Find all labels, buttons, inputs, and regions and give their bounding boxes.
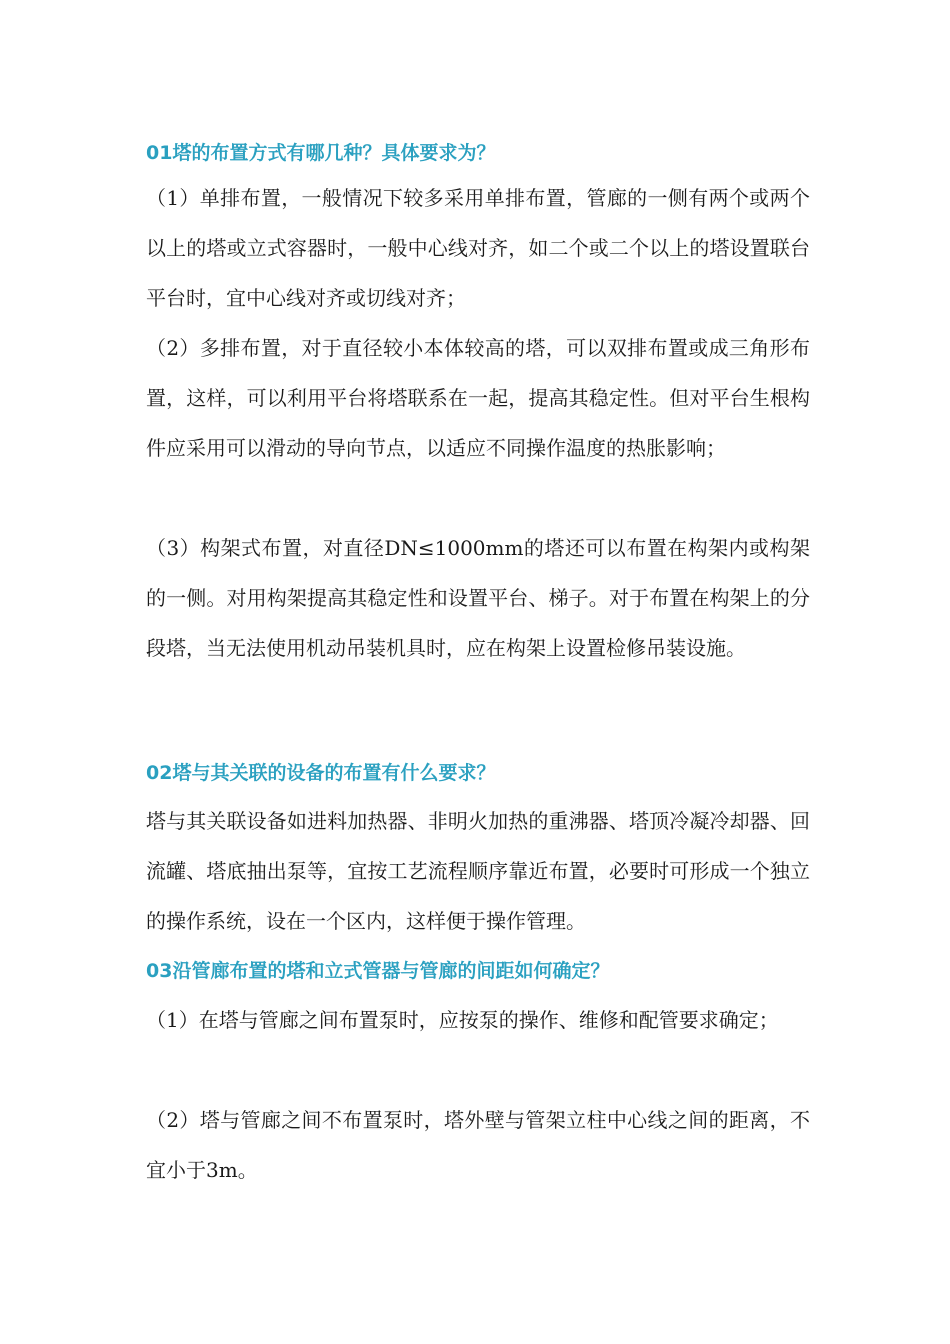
section-01-paragraph-3: （3）构架式布置，对直径DN≤1000mm的塔还可以布置在构架内或构架的一侧。对用构架提高其稳定性和设置平台、梯子。对于布置在构架上的分段塔，当无法使用机动吊装机具时，应在构架上设置检修吊装设施。 (146, 536, 810, 660)
section-01-heading: 01塔的布置方式有哪几种？具体要求为？ (146, 142, 496, 164)
section-03-paragraph-1: （1）在塔与管廊之间布置泵时，应按泵的操作、维修和配管要求确定； (146, 1008, 779, 1032)
section-02-heading: 02塔与其关联的设备的布置有什么要求？ (146, 762, 496, 784)
section-02-paragraph-1: 塔与其关联设备如进料加热器、非明火加热的重沸器、塔顶冷凝冷却器、回流罐、塔底抽出泵等，宜按工艺流程顺序靠近布置，必要时可形成一个独立的操作系统，设在一个区内，这样便于操作管理。 (146, 809, 810, 933)
section-01-paragraph-2: （2）多排布置，对于直径较小本体较高的塔，可以双排布置或成三角形布置，这样，可以利用平台将塔联系在一起，提高其稳定性。但对平台生根构件应采用可以滑动的导向节点，以适应不同操作温度的热胀影响； (146, 336, 810, 460)
section-03-heading: 03沿管廊布置的塔和立式管器与管廊的间距如何确定？ (146, 960, 610, 982)
section-03-paragraph-2: （2）塔与管廊之间不布置泵时，塔外壁与管架立柱中心线之间的距离，不宜小于3m。 (146, 1108, 810, 1182)
section-01-paragraph-1: （1）单排布置，一般情况下较多采用单排布置，管廊的一侧有两个或两个以上的塔或立式容器时，一般中心线对齐，如二个或二个以上的塔设置联台平台时，宜中心线对齐或切线对齐； (146, 186, 810, 310)
